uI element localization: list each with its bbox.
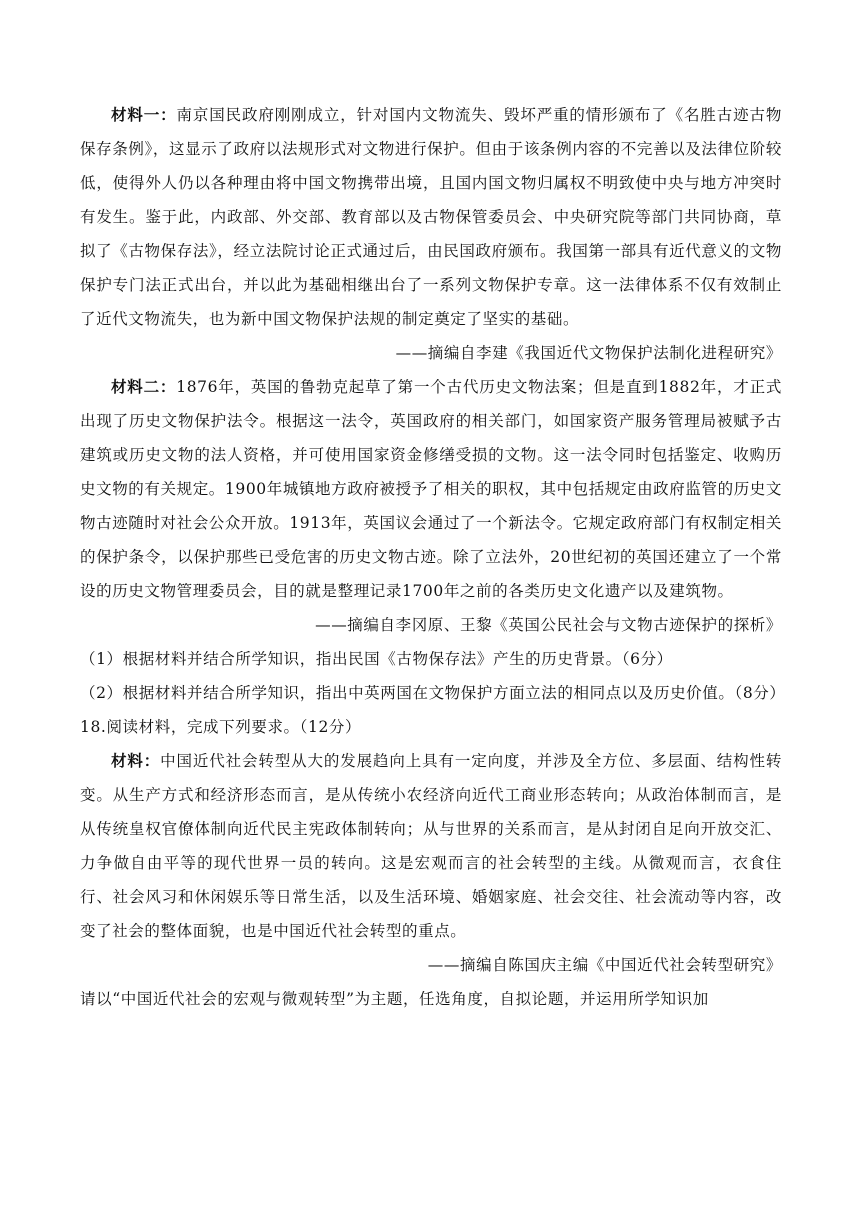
question-18-material-label: 材料： [111, 751, 161, 770]
material-one-source: ——摘编自李建《我国近代文物保护法制化进程研究》 [395, 344, 782, 362]
question-18-source: ——摘编自陈国庆主编《中国近代社会转型研究》 [427, 956, 782, 974]
question-two: （2）根据材料并结合所学知识，指出中英两国在文物保护方面立法的相同点以及历史价值。（8分） [80, 684, 786, 702]
question-18-material-text: 中国近代社会转型从大的发展趋向上具有一定向度，并涉及全方位、多层面、结构性转变。从生产方式和经济形态而言，是从传统小农经济向近代工商业形态转向；从政治体制而言，是从传统皇权官僚体制向近代民主宪政体制转向；从与世界的关系而言，是从封闭自足向开放交汇、力争做自由平等的现代世界一员的转向。这是宏观而言的社会转型的主线。从微观而言，衣食住行、社会风习和休闲娱乐等日常生活，以及生活环境、婚姻家庭、社会交往、社会流动等内容，改变了社会的整体面貌，也是中国近代社会转型的重点。 [80, 752, 782, 940]
question-18-heading: 18.阅读材料，完成下列要求。（12分） [80, 718, 362, 736]
material-one-text: 南京国民政府刚刚成立，针对国内文物流失、毁坏严重的情形颁布了《名胜古迹古物保存条例》，这显示了政府以法规形式对文物进行保护。但由于该条例内容的不完善以及法律位阶较低，使得外人仍以各种理由将中国文物携带出境，且国内国文物归属权不明致使中央与地方冲突时有发生。鉴于此，内政部、外交部、教育部以及古物保管委员会、中央研究院等部门共同协商，草拟了《古物保存法》，经立法院讨论正式通过后，由民国政府颁布。我国第一部具有近代意义的文物保护专门法正式出台，并以此为基础相继出台了一系列文物保护专章。这一法律体系不仅有效制止了近代文物流失，也为新中国文物保护法规的制定奠定了坚实的基础。 [80, 106, 783, 328]
question-18-prompt: 请以“中国近代社会的宏观与微观转型”为主题，任选角度，自拟论题，并运用所学知识加 [80, 990, 709, 1008]
material-one-label: 材料一： [111, 105, 177, 124]
material-two-label: 材料二： [111, 377, 177, 396]
question-18-material-paragraph [80, 744, 782, 948]
exam-page [80, 98, 786, 1016]
material-two-paragraph [80, 370, 782, 608]
material-two-source: ——摘编自李冈原、王黎《英国公民社会与文物古迹保护的探析》 [315, 616, 782, 634]
material-two-text: 1876年，英国的鲁勃克起草了第一个古代历史文物法案；但是直到1882年，才正式出现了历史文物保护法令。根据这一法令，英国政府的相关部门，如国家资产服务管理局被赋予古建筑或历史文物的法人资格，并可使用国家资金修缮受损的文物。这一法令同时包括鉴定、收购历史文物的有关规定。1900年城镇地方政府被授予了相关的职权，其中包括规定由政府监管的历史文物古迹随时对社会公众开放。1913年，英国议会通过了一个新法令。它规定政府部门有权制定相关的保护条令，以保护那些已受危害的历史文物古迹。除了立法外，20世纪初的英国还建立了一个常设的历史文物管理委员会，目的就是整理记录1700年之前的各类历史文化遗产以及建筑物。 [80, 378, 782, 600]
material-one-paragraph [80, 98, 782, 336]
question-one: （1）根据材料并结合所学知识，指出民国《古物保存法》产生的历史背景。（6分） [80, 650, 673, 668]
